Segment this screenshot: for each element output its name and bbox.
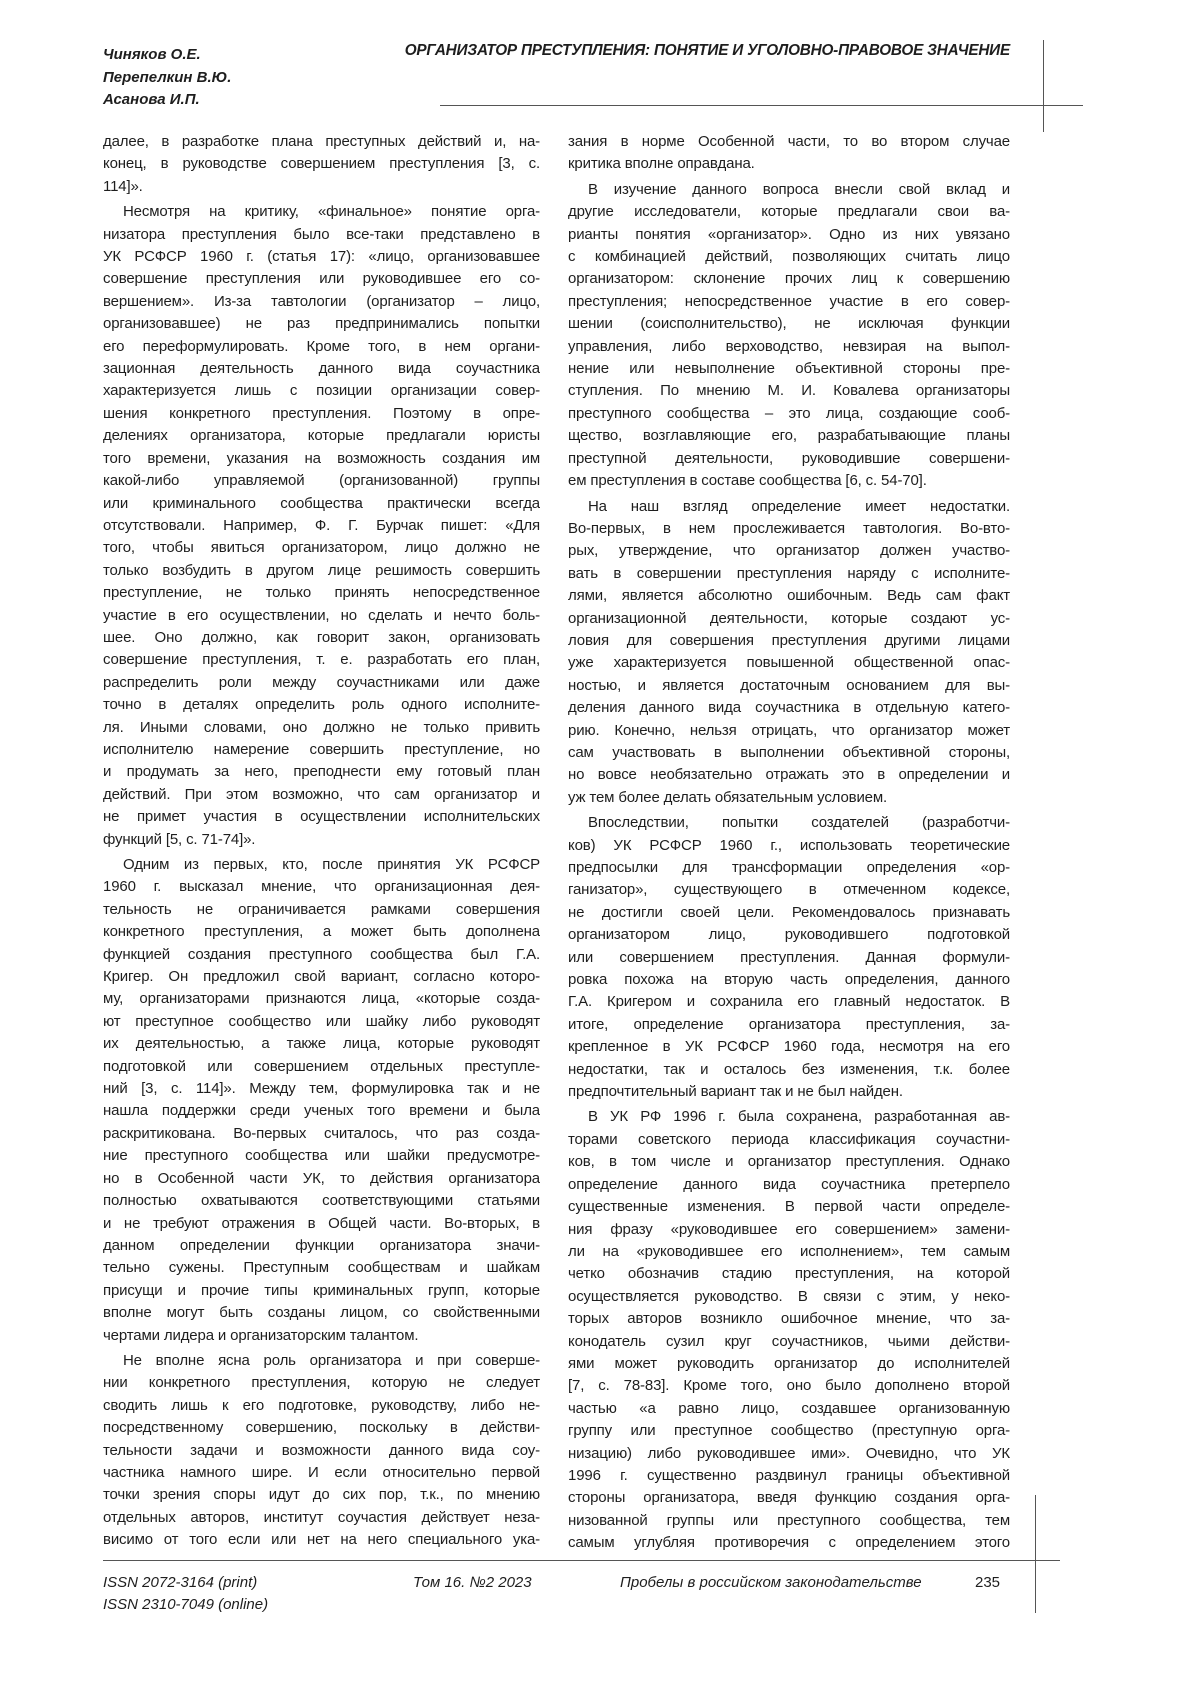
text-line: их деятельностью, а также лица, которые руководят — [103, 1033, 540, 1055]
author-name: Асанова И.П. — [103, 89, 231, 112]
text-line: тельно сужены. Преступным сообществам и шайкам — [103, 1257, 540, 1279]
text-line: зания в норме Особенной части, то во втором случае — [568, 131, 1010, 153]
text-line: того, чтобы явиться организатором, лицо должно не — [103, 537, 540, 559]
text-line: крепленное в УК РСФСР 1960 года, несмотря на его — [568, 1036, 1010, 1058]
text-line: точно в деталях определить роль одного исполните- — [103, 694, 540, 716]
text-line: ля. Иными словами, оно должно не только привить — [103, 717, 540, 739]
text-line: совершение преступления, т. е. разработать его план, — [103, 649, 540, 671]
text-line: только возбудить в другом лице решимость совершить — [103, 560, 540, 582]
text-line: стороны организатора, введя функцию создания орга- — [568, 1487, 1010, 1509]
text-line: висимо от того если или нет на него специального ука- — [103, 1529, 540, 1551]
text-line: конкретного преступления, а может быть дополнена — [103, 921, 540, 943]
text-line: ступления. По мнению М. И. Ковалева организаторы — [568, 380, 1010, 402]
paragraph — [103, 1350, 540, 1552]
text-line: деления данного вида соучастника в отдельную катего- — [568, 697, 1010, 719]
text-line: исполнителю намерение совершить преступление, но — [103, 739, 540, 761]
page-number: 235 — [975, 1572, 1000, 1594]
text-line: точки зрения споры идут до сих пор, т.к., по мнению — [103, 1484, 540, 1506]
text-line: шения конкретного преступления. Поэтому в опре- — [103, 403, 540, 425]
text-line: тельность не ограничивается рамками совершения — [103, 899, 540, 921]
text-line: подготовкой или совершением отдельных преступле- — [103, 1056, 540, 1078]
text-line: 114]». — [103, 176, 540, 198]
text-line: низатора преступления было все-таки представлено в — [103, 224, 540, 246]
text-line: ния фразу «руководившее его совершением» замени- — [568, 1219, 1010, 1241]
text-line: с комбинацией действий, позволяющих считать лицо — [568, 246, 1010, 268]
text-line: конодатель сузил круг соучастников, чьими действи- — [568, 1331, 1010, 1353]
text-line: предпочтительный вариант так и не был найден. — [568, 1081, 1010, 1103]
text-line: Не вполне ясна роль организатора и при соверше- — [103, 1350, 540, 1372]
text-line: участие в его осуществлении, но сделать и нечто боль- — [103, 605, 540, 627]
text-line: УК РСФСР 1960 г. (статья 17): «лицо, организовавшее — [103, 246, 540, 268]
text-line: преступление, не только принять непосредственное — [103, 582, 540, 604]
text-line: нение или невыполнение объективной стороны пре- — [568, 358, 1010, 380]
text-line: ловия для совершения преступления другими лицами — [568, 630, 1010, 652]
text-line: но в Особенной части УК, то действия организатора — [103, 1168, 540, 1190]
text-line: распределить роли между соучастниками или даже — [103, 672, 540, 694]
text-line: преступной деятельности, руководившие совершени- — [568, 448, 1010, 470]
text-line: низацию) либо руководившее ими». Очевидно, что УК — [568, 1443, 1010, 1465]
text-line: ем преступления в составе сообщества [6, с. 54-70]. — [568, 470, 1010, 492]
text-line: В УК РФ 1996 г. была сохранена, разработанная ав- — [568, 1106, 1010, 1128]
text-line: четко обозначив стадию преступления, на которой — [568, 1263, 1010, 1285]
text-line: вполне могут быть созданы лицом, со свойственными — [103, 1302, 540, 1324]
text-line: торых авторов возникло ошибочное мнение, что за- — [568, 1308, 1010, 1330]
text-line: существенные изменения. В первой части определе- — [568, 1196, 1010, 1218]
text-line: ние преступного сообщества или шайки предусмотре- — [103, 1145, 540, 1167]
text-line: и не требуют отражения в Общей части. Во-вторых, в — [103, 1213, 540, 1235]
text-line: чертами лидера и организаторским талантом. — [103, 1325, 540, 1347]
text-line: данном определении функции организатора значи- — [103, 1235, 540, 1257]
text-line: организовавшее) не раз предпринимались попытки — [103, 313, 540, 335]
text-line: действий. При этом возможно, что сам организатор и — [103, 784, 540, 806]
text-line: управления, либо верховодство, невзирая на выпол- — [568, 336, 1010, 358]
text-line: низованной группы или преступного сообщества, тем — [568, 1510, 1010, 1532]
text-line: сводить лишь к его подготовке, руководству, либо не- — [103, 1395, 540, 1417]
running-title: ОРГАНИЗАТОР ПРЕСТУПЛЕНИЯ: ПОНЯТИЕ И УГОЛОВНО-ПРАВОВОЕ ЗНАЧЕНИЕ — [345, 42, 1010, 60]
text-line: далее, в разработке плана преступных действий и, на- — [103, 131, 540, 153]
paragraph — [568, 812, 1010, 1103]
header-horizontal-rule — [440, 105, 1083, 106]
text-line: организационной деятельности, которые создают ус- — [568, 608, 1010, 630]
text-line: другие исследователи, которые предлагали свои ва- — [568, 201, 1010, 223]
author-name: Чиняков О.Е. — [103, 44, 231, 67]
issn-print: ISSN 2072-3164 (print) — [103, 1572, 268, 1594]
text-line: нии конкретного преступления, которую не следует — [103, 1372, 540, 1394]
footer-issn — [103, 1572, 268, 1616]
issn-online: ISSN 2310-7049 (online) — [103, 1594, 268, 1616]
text-line: полностью охватываются соответствующими статьями — [103, 1190, 540, 1212]
text-line: шении (соисполнительство), не исключая функции — [568, 313, 1010, 335]
text-line: нашла поддержки среди ученых того времени и была — [103, 1100, 540, 1122]
text-line: критика вполне оправдана. — [568, 153, 1010, 175]
text-line: тельности задачи и возможности данного вида соу- — [103, 1440, 540, 1462]
text-line: частью «а равно лицо, создавшее организованную — [568, 1398, 1010, 1420]
text-line: функцией создания преступного сообщества был Г.А. — [103, 944, 540, 966]
text-line: ями может руководить организатор до исполнителей — [568, 1353, 1010, 1375]
text-line: посредственному совершению, поскольку в действи- — [103, 1417, 540, 1439]
text-line: му, организаторами признаются лица, «которые созда- — [103, 988, 540, 1010]
text-line: определение данного вида соучастника претерпело — [568, 1174, 1010, 1196]
text-line: предпосылки для трансформации определения «ор- — [568, 857, 1010, 879]
text-line: преступления; непосредственное участие в его совер- — [568, 291, 1010, 313]
text-line: самым углубляя противоречия с определением этого — [568, 1532, 1010, 1554]
text-line: уж тем более делать обязательным условием. — [568, 787, 1010, 809]
paragraph — [568, 131, 1010, 176]
text-line: ют преступное сообщество или шайку либо руководят — [103, 1011, 540, 1033]
text-line: шее. Оно должно, как говорит закон, организовать — [103, 627, 540, 649]
text-line: отсутствовали. Например, Ф. Г. Бурчак пишет: «Для — [103, 515, 540, 537]
text-line: присущи и прочие типы криминальных групп, которые — [103, 1280, 540, 1302]
text-line: его переформулировать. Кроме того, в нем органи- — [103, 336, 540, 358]
text-line: рию. Конечно, нельзя отрицать, что организатор может — [568, 720, 1010, 742]
text-line: преступного сообщества – это лица, создающие сооб- — [568, 403, 1010, 425]
text-line: вать в совершении преступления наряду с исполните- — [568, 563, 1010, 585]
text-line: Впоследствии, попытки создателей (разработчи- — [568, 812, 1010, 834]
text-line: ностью, и является достаточным основанием для вы- — [568, 675, 1010, 697]
text-line: того времени, указания на возможность создания им — [103, 448, 540, 470]
text-line: или криминального сообщества практически всегда — [103, 493, 540, 515]
text-line: Во-первых, в нем прослеживается тавтология. Во-вто- — [568, 518, 1010, 540]
paragraph — [568, 496, 1010, 810]
text-line: характеризуется лишь с позиции организации совер- — [103, 380, 540, 402]
text-line: уже характеризуется повышенной общественной опас- — [568, 652, 1010, 674]
paragraph — [568, 1106, 1010, 1554]
text-line: ли на «руководившее его исполнением», тем самым — [568, 1241, 1010, 1263]
text-line: 1996 г. существенно раздвинул границы объективной — [568, 1465, 1010, 1487]
text-line: ровка похожа на вторую часть определения, данного — [568, 969, 1010, 991]
text-line: ний [3, с. 114]». Между тем, формулировка так и не — [103, 1078, 540, 1100]
text-line: [7, с. 78-83]. Кроме того, оно было дополнено второй — [568, 1375, 1010, 1397]
text-line: организатором лицо, руководившего подготовкой — [568, 924, 1010, 946]
text-line: Несмотря на критику, «финальное» понятие орга- — [103, 201, 540, 223]
footer-journal-title: Пробелы в российском законодательстве — [620, 1572, 922, 1594]
text-line: зационная деятельность данного вида соучастника — [103, 358, 540, 380]
text-column-right — [568, 131, 1010, 1555]
text-line: отдельных авторов, институт соучастия действует неза- — [103, 1507, 540, 1529]
text-line: В изучение данного вопроса внесли свой вклад и — [568, 179, 1010, 201]
paragraph — [103, 131, 540, 198]
text-line: осуществляется руководство. В связи с этим, у неко- — [568, 1286, 1010, 1308]
text-line: вершением». Из-за тавтологии (организатор – лицо, — [103, 291, 540, 313]
text-line: какой-либо управляемой (организованной) группы — [103, 470, 540, 492]
text-line: группу или преступное сообщество (преступную орга- — [568, 1420, 1010, 1442]
text-line: ков, в том числе и организатор преступления. Однако — [568, 1151, 1010, 1173]
text-line: или совершением преступления. Данная формули- — [568, 947, 1010, 969]
text-line: рианты понятия «организатор». Одно из них увязано — [568, 224, 1010, 246]
text-line: и продумать за него, преподнести ему готовый план — [103, 761, 540, 783]
text-line: На наш взгляд определение имеет недостатки. — [568, 496, 1010, 518]
text-line: лями, является абсолютно ошибочным. Ведь сам факт — [568, 585, 1010, 607]
footer-horizontal-rule — [103, 1560, 1060, 1561]
text-line: Одним из первых, кто, после принятия УК РСФСР — [103, 854, 540, 876]
text-column-left — [103, 131, 540, 1552]
text-line: делениях организатора, которые предлагали юристы — [103, 425, 540, 447]
text-line: итоге, определение организатора преступления, за- — [568, 1014, 1010, 1036]
text-line: раскритикована. Во-первых считалось, что раз созда- — [103, 1123, 540, 1145]
text-line: но вовсе необязательно отражать это в определении и — [568, 764, 1010, 786]
text-line: торами советского периода классификация соучастни- — [568, 1129, 1010, 1151]
paragraph — [103, 201, 540, 851]
text-line: конец, в руководстве совершением преступления [3, с. — [103, 153, 540, 175]
text-line: организатором: склонение прочих лиц к совершению — [568, 268, 1010, 290]
text-line: сам участвовать в выполнении объективной стороны, — [568, 742, 1010, 764]
text-line: щество, возглавляющие его, разрабатывающие планы — [568, 425, 1010, 447]
text-line: функций [5, с. 71-74]». — [103, 829, 540, 851]
authors — [103, 44, 231, 112]
text-line: Кригер. Он предложил свой вариант, согласно которо- — [103, 966, 540, 988]
paragraph — [568, 179, 1010, 493]
footer-vertical-rule — [1035, 1495, 1036, 1613]
text-line: ков) УК РСФСР 1960 г., использовать теоретические — [568, 835, 1010, 857]
header-vertical-rule — [1043, 40, 1044, 132]
text-line: не примет участия в осуществлении исполнительских — [103, 806, 540, 828]
text-line: рых, утверждение, что организатор должен участво- — [568, 540, 1010, 562]
text-line: ганизатор», существующего в отмеченном кодексе, — [568, 879, 1010, 901]
text-line: не достигли своей цели. Рекомендовалось признавать — [568, 902, 1010, 924]
author-name: Перепелкин В.Ю. — [103, 67, 231, 90]
text-line: 1960 г. высказал мнение, что организационная дея- — [103, 876, 540, 898]
footer-volume: Том 16. №2 2023 — [413, 1572, 532, 1594]
text-line: частника намного шире. И если относительно первой — [103, 1462, 540, 1484]
paragraph — [103, 854, 540, 1347]
text-line: совершение преступления или руководившее его со- — [103, 268, 540, 290]
text-line: недостатки, так и осталось без изменения, т.к. более — [568, 1059, 1010, 1081]
text-line: Г.А. Кригером и сохранила его главный недостаток. В — [568, 991, 1010, 1013]
